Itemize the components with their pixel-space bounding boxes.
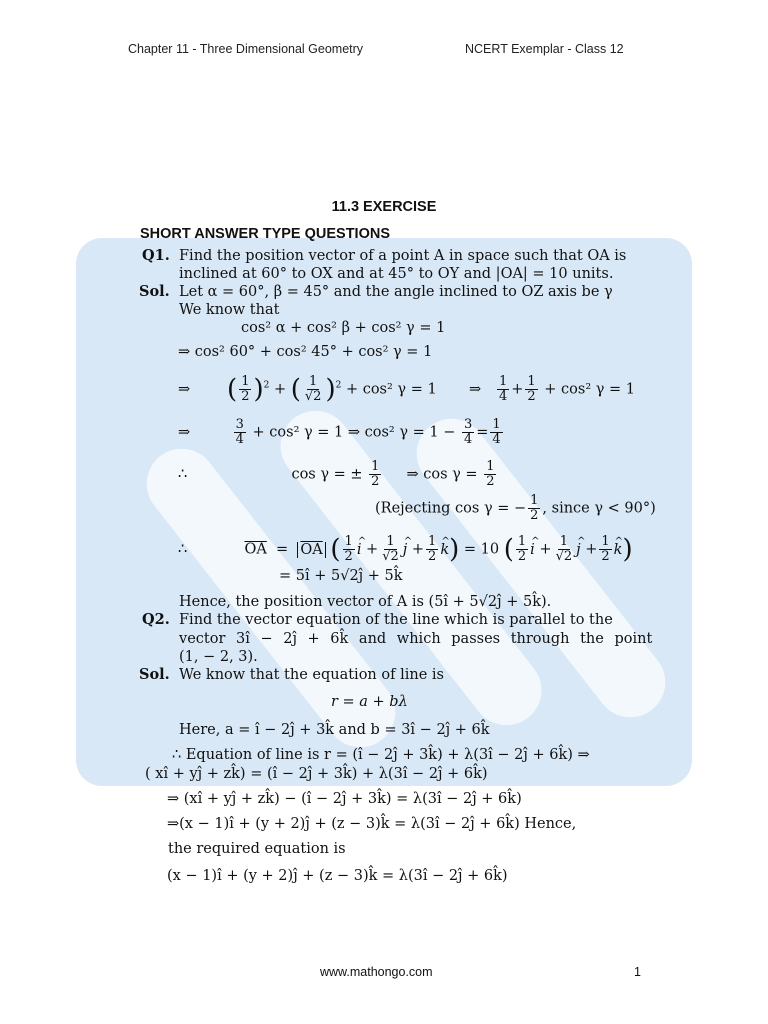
sol1-eq-4: ⇒ $\frac{3}{4}$ + cos² γ = 1 ⇒ cos² γ = 1 − $\frac{3}{4}$ = $\frac{1}{4}$	[178, 417, 501, 447]
sol2-eq-1: r = a + bλ	[331, 694, 408, 710]
sol1-eq-5: ∴ cos γ = ± $\frac{1}{2}$ ⇒ cos γ = $\frac{1}{2}$	[178, 459, 495, 489]
sol2-eq-7: (x − 1)î + (y + 2)ĵ + (z − 3)k̂ = λ(3î − 2ĵ + 6k̂)	[167, 868, 508, 884]
sol2-eq-4: ( xî + yĵ + zk̂) = (î − 2ĵ + 3k̂) + λ(3î − 2ĵ + 6k̂)	[145, 766, 488, 782]
sol1-eq-1: cos² α + cos² β + cos² γ = 1	[241, 320, 446, 336]
q2-label: Q2.	[142, 611, 170, 628]
q2-line-1: Find the vector equation of the line which is parallel to the	[179, 612, 613, 628]
sol1-eq-7: = 5î + 5√2ĵ + 5k̂	[279, 568, 403, 584]
section-heading: SHORT ANSWER TYPE QUESTIONS	[140, 226, 391, 242]
chapter-title: Chapter 11 - Three Dimensional Geometry	[128, 42, 364, 56]
sol1-conclusion: Hence, the position vector of A is (5î + 5√2ĵ + 5k̂).	[179, 594, 552, 610]
sol1-label: Sol.	[139, 283, 170, 300]
sol1-eq-3: ⇒ ( $\frac{1}{2}$ )$^2$ + ( $\frac{1}{√2}$ )$^2$ + cos² γ = 1 ⇒ $\frac{1}{4}$ + $\frac{1}{2}$ + cos² γ = 1	[178, 374, 635, 405]
q2-line-3: (1, − 2, 3).	[179, 649, 258, 665]
q2-line-2: vector 3î − 2ĵ + 6k̂ and which passes through the point	[179, 631, 653, 647]
sol1-eq-6: ∴ $\overline{OA} = \overline{OA}$ ( $\frac{1}{2}$ i ^ + $\frac{1}{√2}$ j ^ + $\frac{1}{2}$ k ^) = 10 ( $\frac{1}{2}$ i ^ + $\frac{1}{√2}$ j ^ + $\frac{1}{2}$ k ^)	[178, 535, 633, 564]
sol2-eq-5: ⇒ (xî + yĵ + zk̂) − (î − 2ĵ + 3k̂) = λ(3î − 2ĵ + 6k̂)	[167, 791, 522, 807]
q1-line-2: inclined at 60° to OX and at 45° to OY and |OA| = 10 units.	[179, 266, 614, 282]
sol2-line-1: We know that the equation of line is	[179, 667, 444, 683]
book-title: NCERT Exemplar - Class 12	[465, 42, 624, 56]
footer-url: www.mathongo.com	[320, 965, 433, 979]
sol2-line-2: the required equation is	[168, 841, 346, 857]
sol1-line-1: Let α = 60°, β = 45° and the angle inclined to OZ axis be γ	[179, 284, 613, 300]
q1-label: Q1.	[142, 247, 170, 264]
sol2-eq-2: Here, a = î − 2ĵ + 3k̂ and b = 3î − 2ĵ + 6k̂	[179, 722, 490, 738]
sol1-rejecting-note: (Rejecting cos γ = − $\frac{1}{2}$ , since γ < 90°)	[375, 493, 656, 523]
page-number: 1	[634, 965, 641, 979]
sol1-eq-2: ⇒ cos² 60° + cos² 45° + cos² γ = 1	[178, 344, 433, 360]
sol1-line-2: We know that	[179, 302, 280, 318]
q1-line-1: Find the position vector of a point A in space such that OA is	[179, 248, 627, 264]
sol2-eq-6: ⇒(x − 1)î + (y + 2)ĵ + (z − 3)k̂ = λ(3î − 2ĵ + 6k̂) Hence,	[167, 816, 577, 832]
exercise-title: 11.3 EXERCISE	[331, 199, 437, 215]
sol2-eq-3: ∴ Equation of line is r = (î − 2ĵ + 3k̂) + λ(3î − 2ĵ + 6k̂) ⇒	[172, 747, 590, 763]
sol2-label: Sol.	[139, 666, 170, 683]
